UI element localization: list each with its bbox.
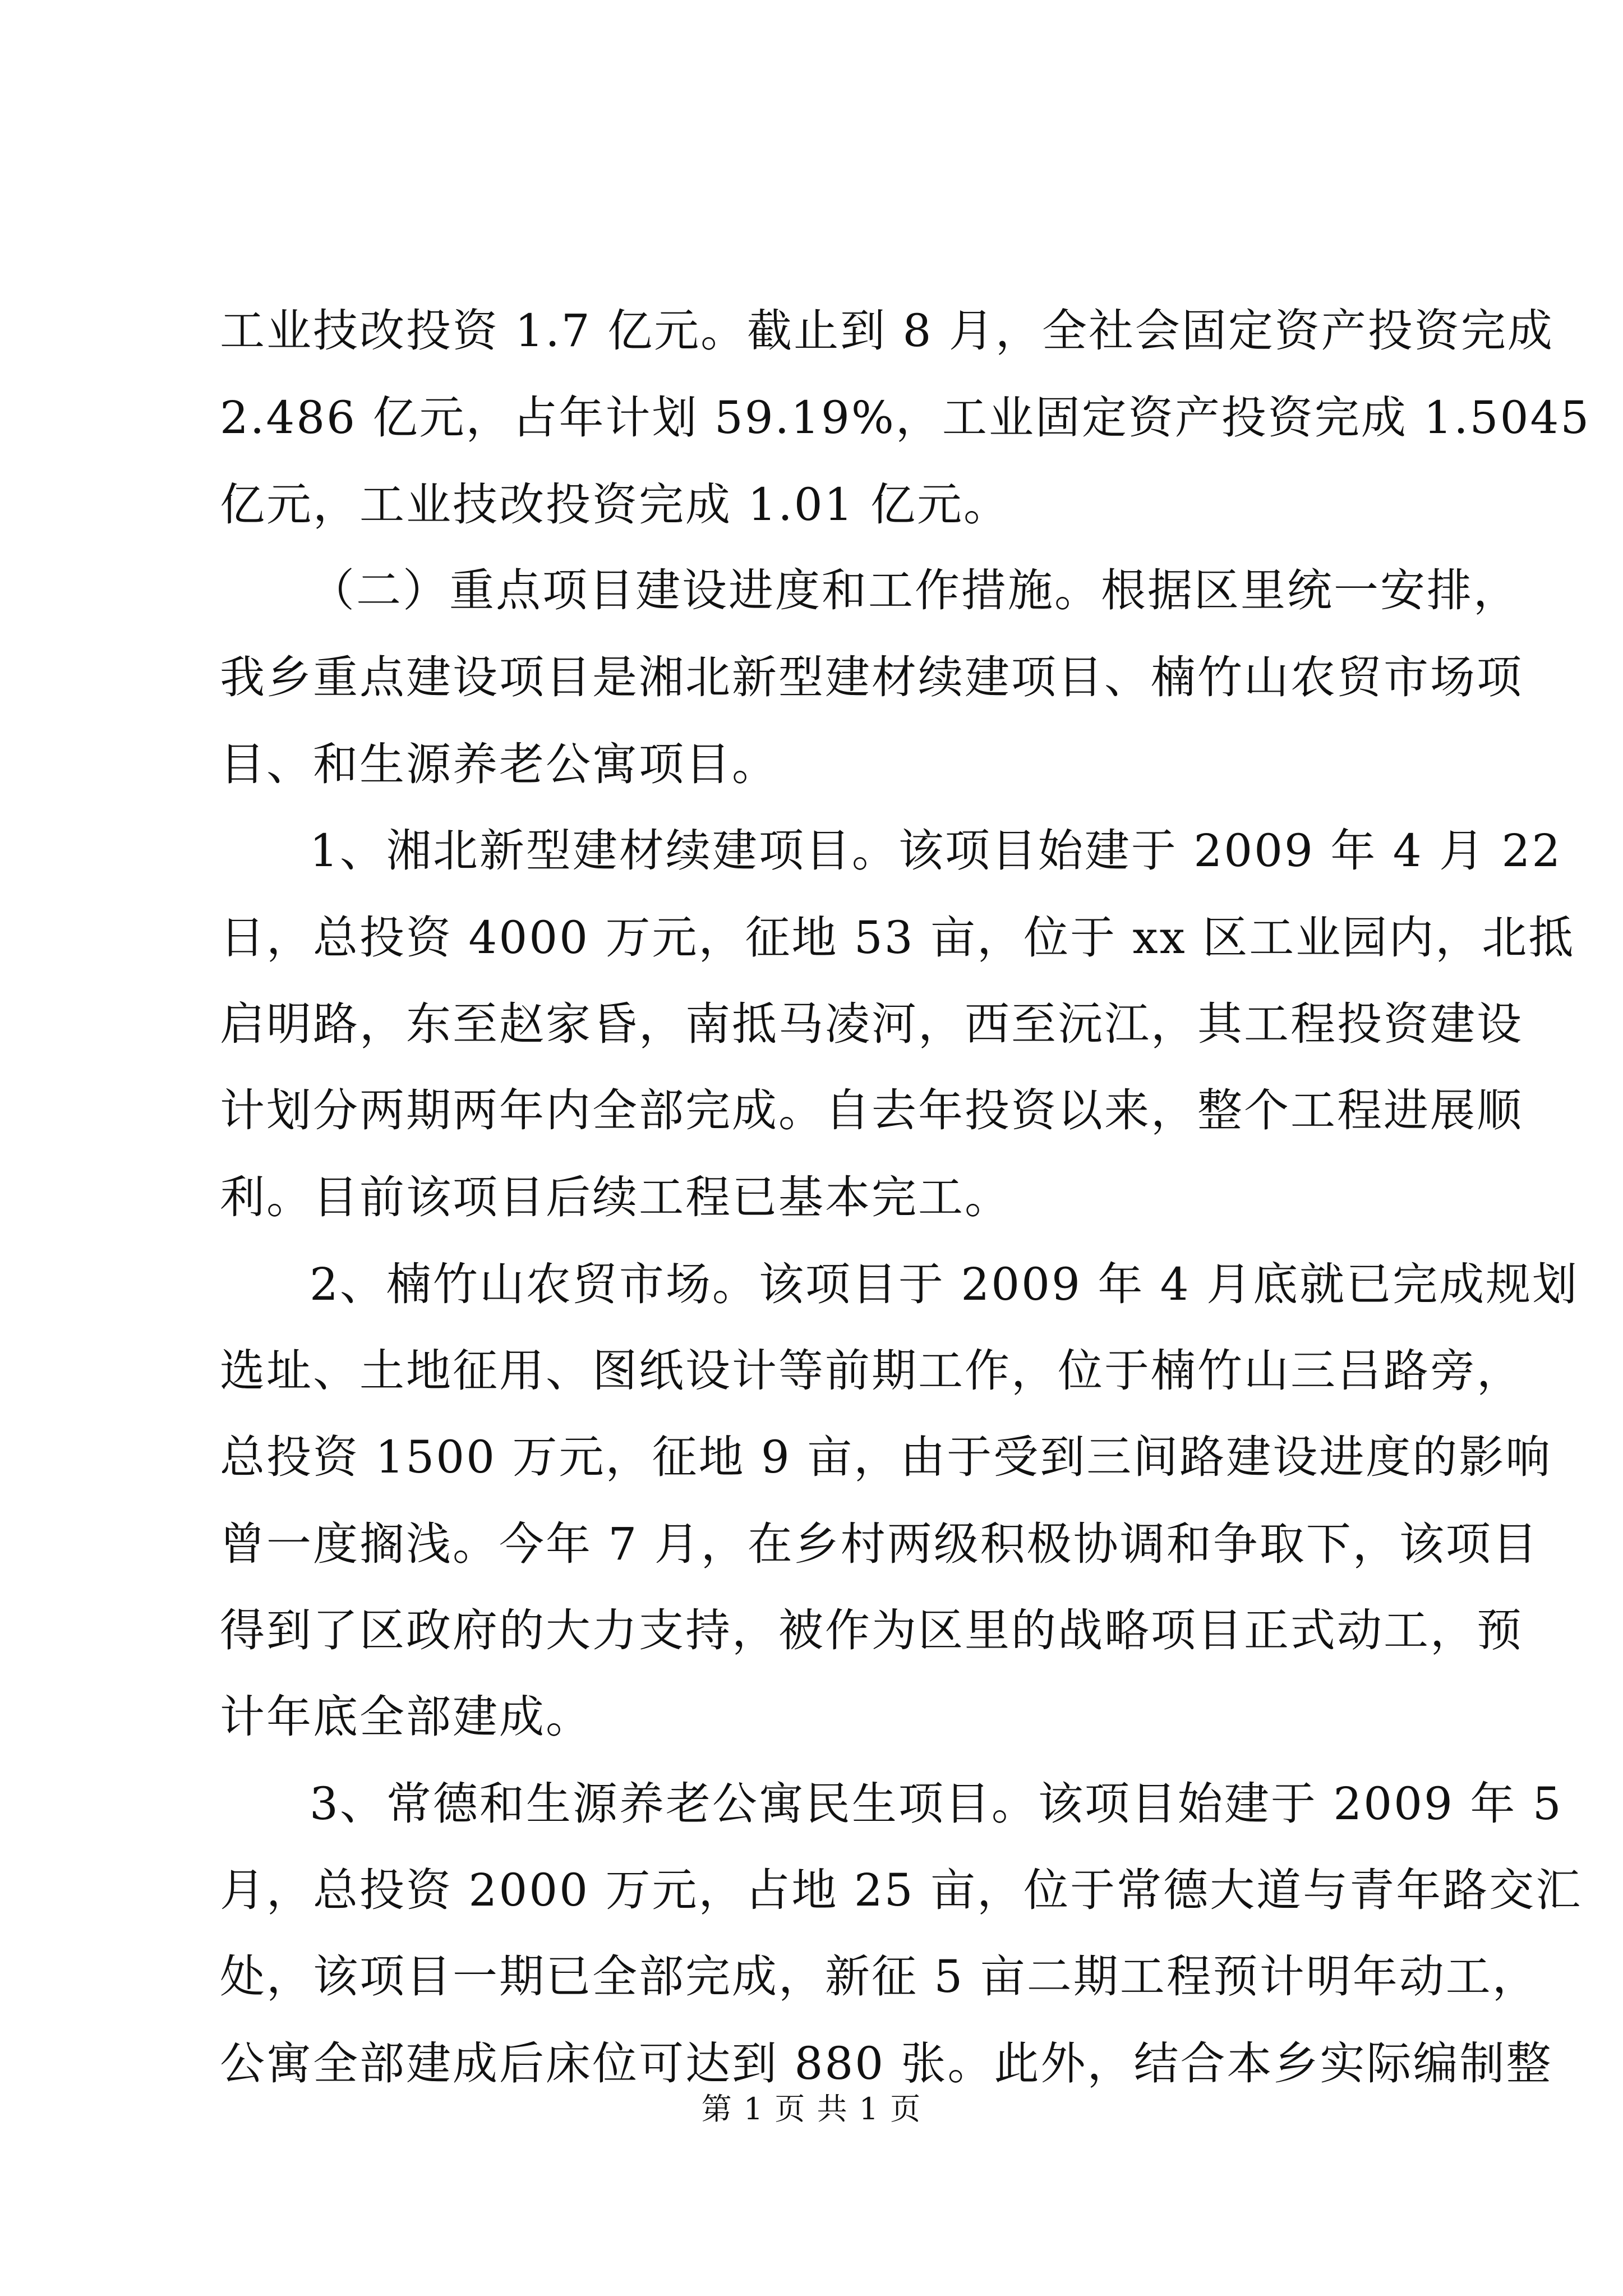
- text-line: 目、和生源养老公寓项目。: [220, 738, 778, 790]
- text-line: 选址、土地征用、图纸设计等前期工作，位于楠竹山三吕路旁，: [220, 1345, 1523, 1397]
- text-line: 得到了区政府的大力支持，被作为区里的战略项目正式动工，预: [220, 1604, 1523, 1657]
- text-line: 计划分两期两年内全部完成。自去年投资以来，整个工程进展顺: [220, 1084, 1523, 1137]
- text-line: （二）重点项目建设进度和工作措施。根据区里统一安排，: [310, 564, 1520, 616]
- text-line: 启明路，东至赵家昏，南抵马凌河，西至沅江，其工程投资建设: [220, 998, 1523, 1050]
- text-line: 亿元，工业技改投资完成 1.01 亿元。: [220, 478, 1010, 531]
- text-line: 计年底全部建成。: [220, 1691, 592, 1743]
- text-line: 月，总投资 2000 万元，占地 25 亩，位于常德大道与青年路交汇: [220, 1864, 1583, 1916]
- page-footer: 第 1 页 共 1 页: [701, 2091, 922, 2127]
- text-line: 我乡重点建设项目是湘北新型建材续建项目、楠竹山农贸市场项: [220, 651, 1523, 703]
- text-line: 日，总投资 4000 万元，征地 53 亩，位于 xx 区工业园内，北抵: [220, 912, 1575, 964]
- text-line: 2.486 亿元，占年计划 59.19%，工业固定资产投资完成 1.5045: [220, 392, 1591, 444]
- text-line: 工业技改投资 1.7 亿元。截止到 8 月，全社会固定资产投资完成: [220, 305, 1554, 357]
- text-line: 3、常德和生源养老公寓民生项目。该项目始建于 2009 年 5: [310, 1778, 1563, 1830]
- text-line: 曾一度搁浅。今年 7 月，在乡村两级积极协调和争取下，该项目: [220, 1518, 1539, 1570]
- text-line: 总投资 1500 万元，征地 9 亩，由于受到三间路建设进度的影响: [220, 1431, 1552, 1483]
- text-line: 利。目前该项目后续工程已基本完工。: [220, 1171, 1011, 1223]
- text-line: 处，该项目一期已全部完成，新征 5 亩二期工程预计明年动工，: [220, 1950, 1539, 2003]
- text-line: 1、湘北新型建材续建项目。该项目始建于 2009 年 4 月 22: [310, 825, 1562, 877]
- text-line: 2、楠竹山农贸市场。该项目于 2009 年 4 月底就已完成规划: [310, 1258, 1579, 1310]
- text-line: 公寓全部建成后床位可达到 880 张。此外，结合本乡实际编制整: [220, 2037, 1553, 2090]
